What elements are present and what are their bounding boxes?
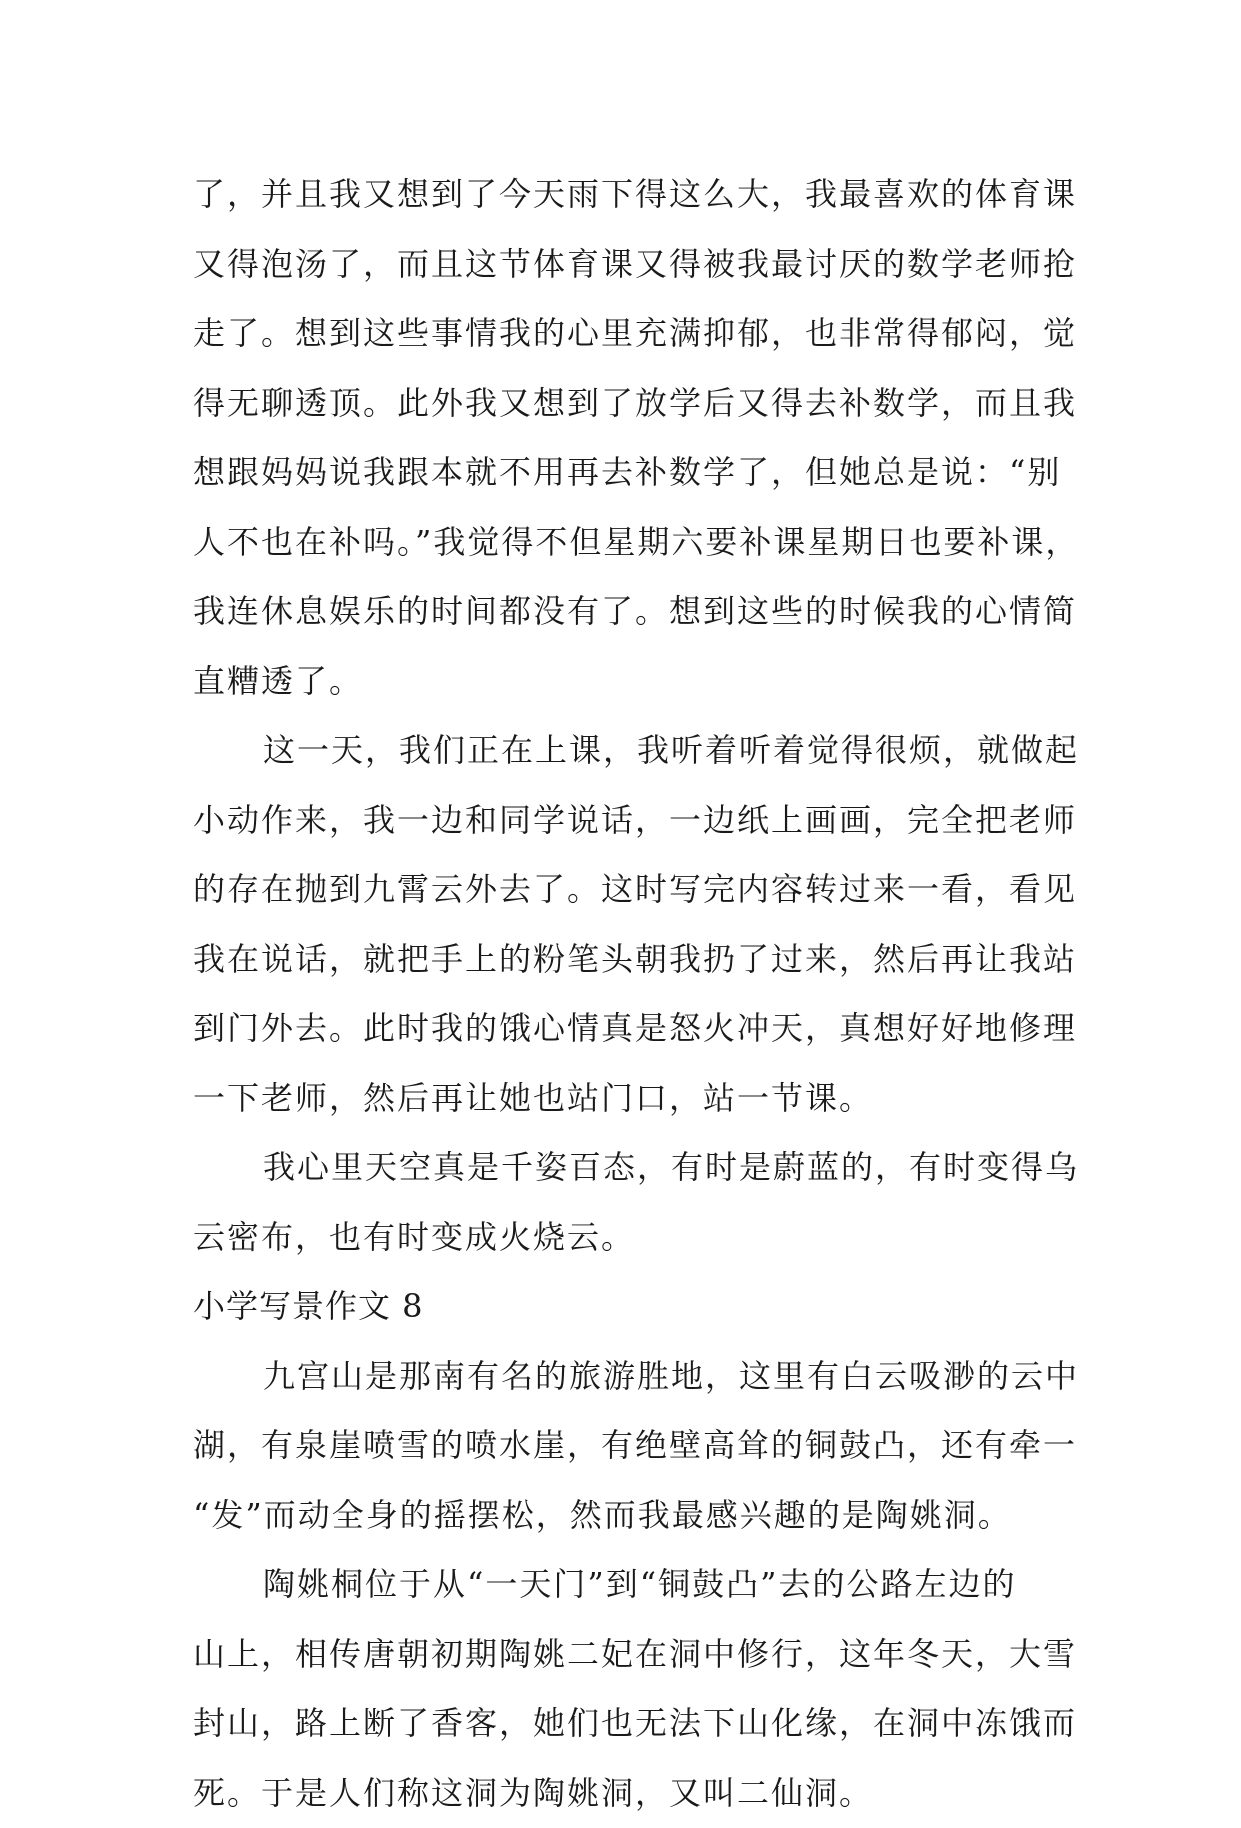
body-text	[193, 160, 1053, 1828]
text-line: 九宫山是那南有名的旅游胜地，这里有白云吸渺的云中	[193, 1342, 1053, 1412]
text-line: 一下老师，然后再让她也站门口，站一节课。	[193, 1064, 1053, 1134]
paragraph-3	[193, 1133, 1053, 1272]
text-line: 陶姚桐位于从“一天门”到“铜鼓凸”去的公路左边的	[193, 1550, 1053, 1620]
text-line: 的存在抛到九霄云外去了。这时写完内容转过来一看，看见	[193, 855, 1053, 925]
paragraph-4	[193, 1342, 1053, 1551]
paragraph-1	[193, 160, 1053, 716]
section-heading: 小学写景作文 8	[193, 1272, 1053, 1342]
paragraph-5	[193, 1550, 1053, 1828]
text-line: 封山，路上断了香客，她们也无法下山化缘，在洞中冻饿而	[193, 1689, 1053, 1759]
paragraph-2	[193, 716, 1053, 1133]
text-line: 想跟妈妈说我跟本就不用再去补数学了，但她总是说：“别	[193, 438, 1053, 508]
text-line: 我连休息娱乐的时间都没有了。想到这些的时候我的心情简	[193, 577, 1053, 647]
text-line: 直糟透了。	[193, 647, 1053, 717]
text-line: 到门外去。此时我的饿心情真是怒火冲天，真想好好地修理	[193, 994, 1053, 1064]
text-line: 死。于是人们称这洞为陶姚洞，又叫二仙洞。	[193, 1759, 1053, 1828]
text-line: 我心里天空真是千姿百态，有时是蔚蓝的，有时变得乌	[193, 1133, 1053, 1203]
text-line: 我在说话，就把手上的粉笔头朝我扔了过来，然后再让我站	[193, 925, 1053, 995]
text-line: 了，并且我又想到了今天雨下得这么大，我最喜欢的体育课	[193, 160, 1053, 230]
text-line: 得无聊透顶。此外我又想到了放学后又得去补数学，而且我	[193, 369, 1053, 439]
text-line: 湖，有泉崖喷雪的喷水崖，有绝壁高耸的铜鼓凸，还有牵一	[193, 1411, 1053, 1481]
text-line: 又得泡汤了，而且这节体育课又得被我最讨厌的数学老师抢	[193, 230, 1053, 300]
text-line: 山上，相传唐朝初期陶姚二妃在洞中修行，这年冬天，大雪	[193, 1620, 1053, 1690]
text-line: 人不也在补吗。”我觉得不但星期六要补课星期日也要补课，	[193, 508, 1053, 578]
text-line: 小动作来，我一边和同学说话，一边纸上画画，完全把老师	[193, 786, 1053, 856]
text-line: “发”而动全身的摇摆松，然而我最感兴趣的是陶姚洞。	[193, 1481, 1053, 1551]
text-line: 云密布，也有时变成火烧云。	[193, 1203, 1053, 1273]
text-line: 走了。想到这些事情我的心里充满抑郁，也非常得郁闷，觉	[193, 299, 1053, 369]
text-line: 这一天，我们正在上课，我听着听着觉得很烦，就做起	[193, 716, 1053, 786]
